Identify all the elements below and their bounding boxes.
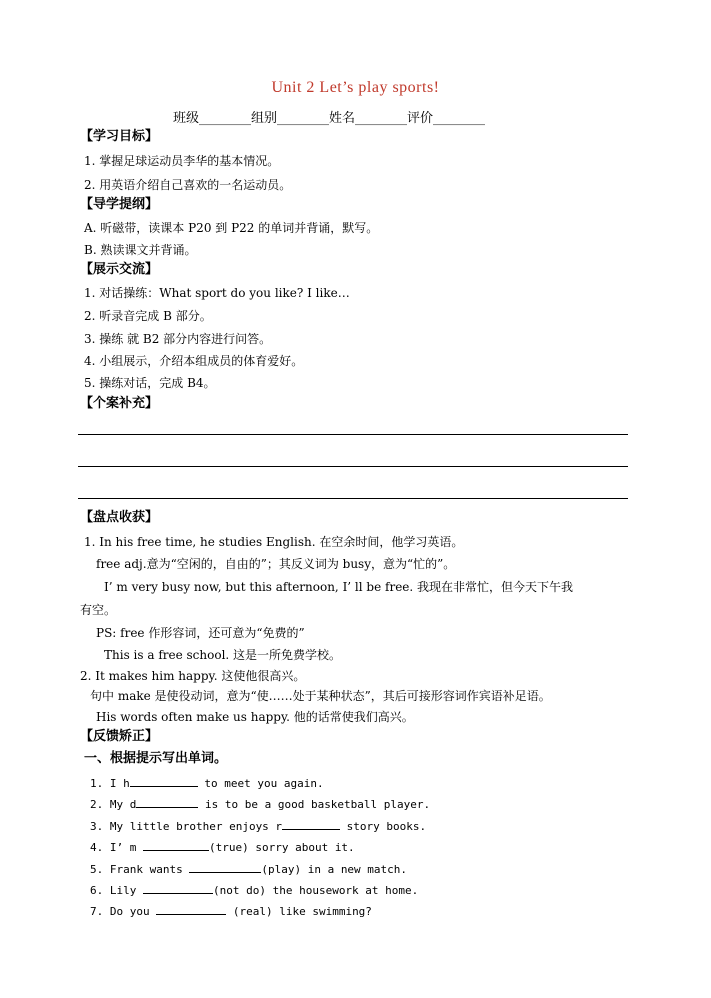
- exercise-prefix: 1. I h: [90, 777, 130, 790]
- goal-item: 2. 用英语介绍自己喜欢的一名运动员。: [84, 178, 292, 192]
- harvest-line: 1. In his free time, he studies English. 在空余时间，他学习英语。: [84, 535, 464, 549]
- show-item: 5. 操练对话，完成 B4。: [84, 376, 216, 390]
- case-heading: 【个案补充】: [80, 396, 159, 411]
- harvest-heading: 【盘点收获】: [80, 510, 159, 525]
- exercise-suffix: is to be a good basketball player.: [198, 798, 431, 811]
- goal-item: 1. 掌握足球运动员李华的基本情况。: [84, 154, 280, 168]
- goals-heading: 【学习目标】: [80, 129, 159, 144]
- exercise-prefix: 2. My d: [90, 798, 137, 811]
- exercise-suffix: (not do) the housework at home.: [212, 884, 419, 897]
- guide-item: B. 熟读课文并背诵。: [84, 243, 197, 257]
- exercise-suffix: (true) sorry about it.: [208, 841, 355, 854]
- answer-line: [78, 498, 628, 499]
- exercise-prefix: 5. Frank wants: [90, 863, 190, 876]
- show-item: 4. 小组展示，介绍本组成员的体育爱好。: [84, 354, 304, 368]
- guide-heading: 【导学提纲】: [80, 197, 159, 212]
- exercise-suffix: (real) like swimming?: [226, 905, 372, 918]
- harvest-line: 句中 make 是使役动词，意为“使……处于某种状态”，其后可接形容词作宾语补足语。: [90, 689, 551, 703]
- exercise-suffix: story books.: [340, 820, 427, 833]
- harvest-line: This is a free school. 这是一所免费学校。: [104, 648, 342, 662]
- harvest-line: PS: free 作形容词，还可意为“免费的”: [96, 626, 305, 640]
- answer-blank[interactable]: [136, 795, 198, 808]
- answer-blank[interactable]: [130, 774, 198, 787]
- harvest-line: His words often make us happy. 他的话常使我们高兴。: [96, 710, 414, 724]
- exercise-item: [90, 838, 355, 856]
- student-info-line: 班级________组别________姓名________评价________: [173, 111, 486, 126]
- exercise-item: [90, 881, 418, 899]
- answer-blank[interactable]: [189, 860, 261, 873]
- exercise-item: [90, 774, 324, 792]
- exercise-item: [90, 817, 426, 835]
- harvest-line: I’ m very busy now, but this afternoon, I’ ll be free. 我现在非常忙，但今天下午我: [104, 580, 574, 594]
- exercise-heading: 一、根据提示写出单词。: [84, 751, 228, 766]
- exercise-item: [90, 795, 430, 813]
- answer-line: [78, 466, 628, 467]
- show-item: 1. 对话操练：What sport do you like? I like…: [84, 286, 350, 300]
- answer-blank[interactable]: [143, 881, 213, 894]
- answer-blank[interactable]: [143, 838, 209, 851]
- show-item: 2. 听录音完成 B 部分。: [84, 309, 212, 323]
- exercise-item: [90, 860, 407, 878]
- show-item: 3. 操练 就 B2 部分内容进行问答。: [84, 332, 272, 346]
- show-heading: 【展示交流】: [80, 262, 159, 277]
- exercise-prefix: 3. My little brother enjoys r: [90, 820, 283, 833]
- answer-blank[interactable]: [282, 817, 340, 830]
- harvest-line: 2. It makes him happy. 这使他很高兴。: [80, 669, 306, 683]
- exercise-prefix: 7. Do you: [90, 905, 157, 918]
- answer-line: [78, 434, 628, 435]
- exercise-prefix: 6. Lily: [90, 884, 143, 897]
- exercise-prefix: 4. I’ m: [90, 841, 143, 854]
- exercise-item: [90, 902, 372, 920]
- exercise-suffix: (play) in a new match.: [261, 863, 408, 876]
- exercise-suffix: to meet you again.: [197, 777, 324, 790]
- guide-item: A. 听磁带，读课本 P20 到 P22 的单词并背诵，默写。: [84, 221, 379, 235]
- harvest-line: 有空。: [80, 603, 117, 617]
- feedback-heading: 【反馈矫正】: [80, 729, 159, 744]
- page-title: Unit 2 Let’s play sports!: [271, 79, 440, 96]
- harvest-line: free adj.意为“空闲的，自由的”；其反义词为 busy，意为“忙的”。: [96, 557, 456, 571]
- answer-blank[interactable]: [156, 902, 226, 915]
